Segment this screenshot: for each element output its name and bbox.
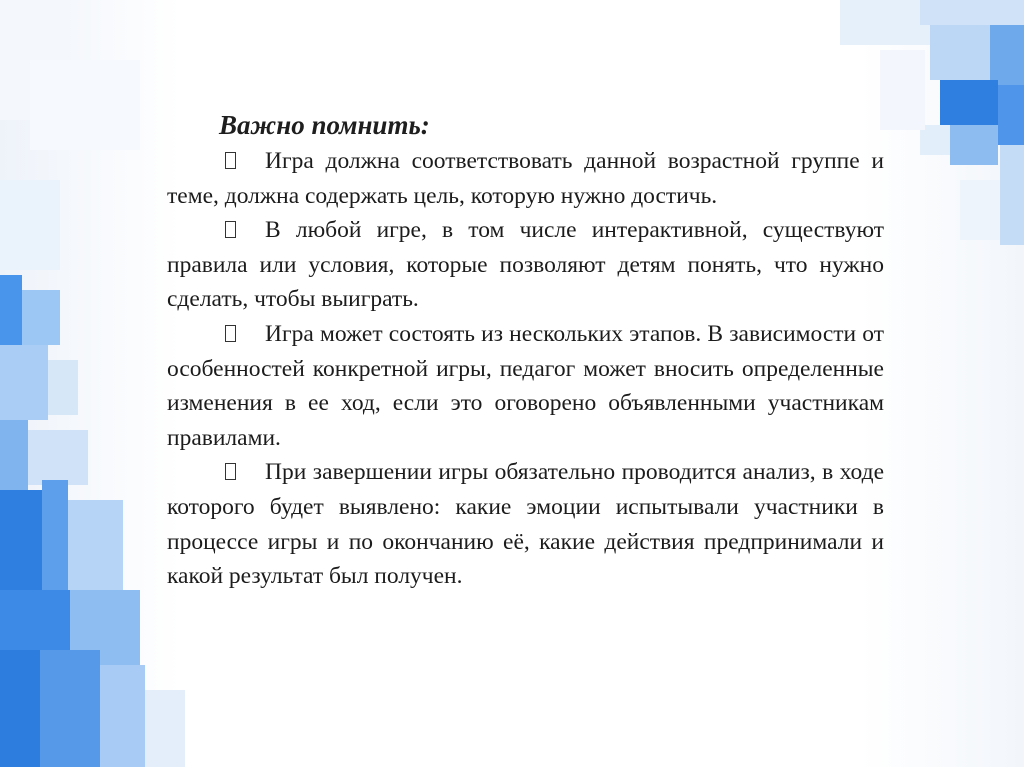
decor-tile-left-faint	[0, 180, 60, 270]
decor-tile-left	[28, 430, 88, 485]
empty-square-icon	[225, 325, 236, 342]
bullet-text: Игра может состоять из нескольких этапов. В зависимости от особенностей конкретной игры, педагог может вносить определенные изменения в ее ход, если это оговорено объявленными участникам правилами.	[167, 320, 884, 451]
decor-tile-left	[48, 360, 78, 415]
decor-tile-left-faint	[30, 60, 140, 150]
decor-tile-left	[145, 690, 185, 767]
decor-tile-right	[880, 50, 925, 130]
bullet-text: При завершении игры обязательно проводится анализ, в ходе которого будет выявлено: какие эмоции испытывали участники в процессе игры и по окончанию её, какие действия предпринимали и какой результат был получен.	[167, 459, 884, 590]
bullet-item	[167, 213, 884, 317]
bullet-item	[167, 317, 884, 455]
decor-tile-right	[990, 25, 1024, 85]
decor-tile-left	[0, 420, 28, 490]
decor-tile-left	[0, 590, 70, 650]
decor-tile-right	[998, 85, 1024, 145]
bullet-text: В любой игре, в том числе интерактивной, существуют правила или условия, которые позволяют детям понять, что нужно сделать, чтобы выиграть.	[167, 217, 884, 313]
decor-tile-left	[22, 290, 60, 345]
bullet-item	[167, 455, 884, 593]
decor-tile-left	[0, 275, 22, 345]
decor-tile-right	[940, 80, 998, 125]
decor-tile-left	[0, 490, 42, 590]
decor-tile-right	[1000, 145, 1024, 245]
empty-square-icon	[225, 221, 236, 238]
empty-square-icon	[225, 463, 236, 480]
decor-tile-right	[930, 25, 990, 80]
decor-tile-left	[42, 480, 68, 590]
decor-tile-right	[960, 180, 1000, 240]
slide-content	[167, 108, 884, 594]
decor-tile-left	[0, 650, 40, 767]
decor-tile-right	[950, 125, 998, 165]
bullet-list	[167, 144, 884, 594]
decor-tile-left	[68, 500, 123, 590]
empty-square-icon	[225, 152, 236, 169]
decor-tile-left	[40, 650, 100, 767]
bullet-text: Игра должна соответствовать данной возрастной группе и теме, должна содержать цель, которую нужно достичь.	[167, 148, 884, 209]
decor-tile-left	[0, 345, 48, 420]
decor-tile-right	[920, 0, 1024, 25]
bullet-item	[167, 144, 884, 213]
slide-title: Важно помнить:	[219, 110, 430, 140]
decor-tile-left	[100, 665, 145, 767]
